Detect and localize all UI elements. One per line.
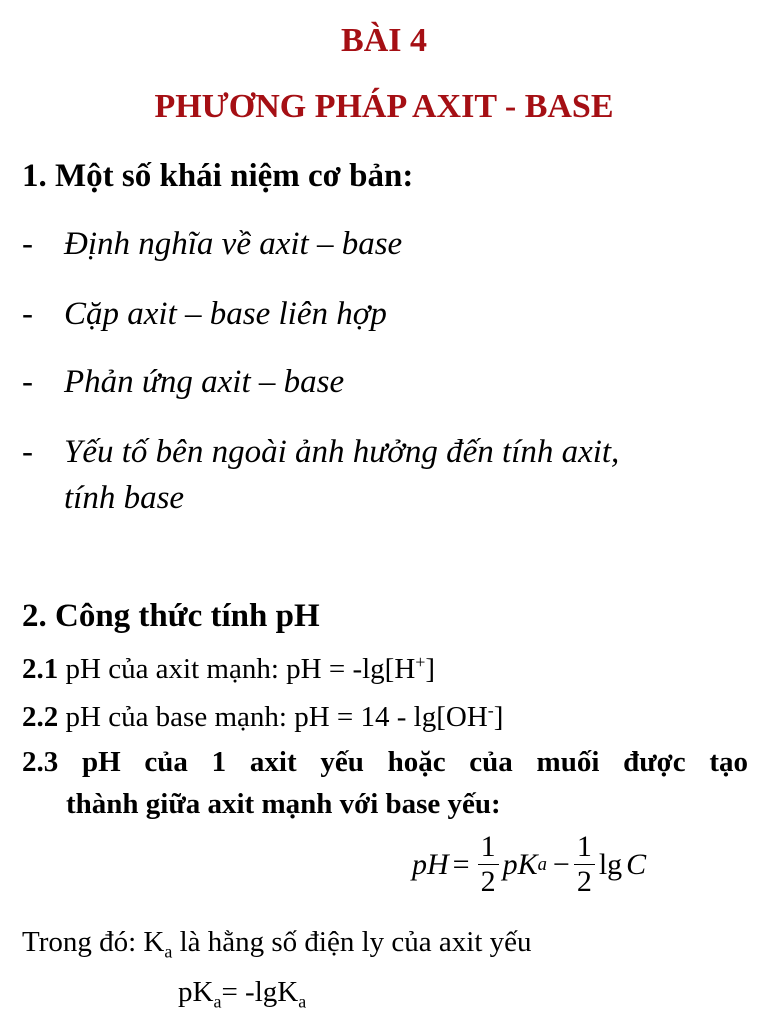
subscript: a: [164, 941, 173, 962]
formula-lg: lg: [598, 847, 623, 881]
list-item-continuation: tính base: [64, 480, 185, 516]
pka-text: = -lgK: [221, 976, 299, 1008]
list-dash: -: [22, 296, 33, 332]
item-number: 2.2: [22, 700, 59, 733]
list-dash: -: [22, 226, 33, 262]
formula-lhs: pH: [412, 847, 449, 881]
item-2-3-line-1: 2.3 pH của 1 axit yếu hoặc của muối được tạo: [22, 746, 748, 778]
pka-definition: [178, 976, 306, 1012]
superscript: +: [415, 652, 426, 672]
formula-pk: pK: [502, 847, 538, 881]
definition-text: Trong đó: K: [22, 926, 165, 958]
formula-pk-subscript: a: [537, 853, 547, 875]
ka-definition: [22, 926, 532, 962]
bracket: ]: [493, 700, 504, 733]
bracket: ]: [425, 652, 436, 685]
lesson-number: BÀI 4: [341, 22, 427, 59]
list-item: [22, 364, 344, 401]
fraction-denominator: 2: [576, 865, 592, 898]
item-2-3-line-2: thành giữa axit mạnh với base yếu:: [66, 788, 501, 820]
formula-equals: =: [452, 847, 470, 881]
item-text: pH của base mạnh: pH = 14 - lg[OH: [65, 700, 488, 733]
formula-c: C: [626, 847, 647, 881]
ph-formula: [412, 830, 646, 899]
fraction-half: [574, 830, 595, 899]
list-item-text: Yếu tố bên ngoài ảnh hưởng đến tính axit,: [64, 434, 620, 470]
subscript: a: [213, 991, 222, 1012]
formula-minus: −: [552, 847, 570, 881]
section-1-heading: 1. Một số khái niệm cơ bản:: [22, 158, 414, 194]
list-dash: -: [22, 434, 33, 470]
fraction-numerator: 1: [478, 830, 499, 865]
subscript: a: [298, 991, 307, 1012]
definition-text: là hằng số điện ly của axit yếu: [172, 926, 532, 958]
page-title: PHƯƠNG PHÁP AXIT - BASE: [154, 88, 614, 125]
item-number: 2.1: [22, 652, 59, 685]
fraction-half: [478, 830, 499, 899]
formula-line-2-2: [22, 700, 503, 734]
list-item: [22, 434, 748, 471]
list-item: [22, 296, 387, 333]
list-item-text: Định nghĩa về axit – base: [64, 226, 403, 262]
section-2-heading: 2. Công thức tính pH: [22, 598, 320, 634]
superscript: -: [487, 700, 494, 720]
list-dash: -: [22, 364, 33, 400]
fraction-numerator: 1: [574, 830, 595, 865]
pka-text: pK: [178, 976, 214, 1008]
fraction-denominator: 2: [480, 865, 496, 898]
list-item-text: Cặp axit – base liên hợp: [64, 296, 387, 332]
list-item-text: Phản ứng axit – base: [64, 364, 345, 400]
formula-line-2-1: [22, 652, 435, 686]
list-item: [22, 226, 402, 263]
item-text: pH của axit mạnh: pH = -lg[H: [65, 652, 416, 685]
